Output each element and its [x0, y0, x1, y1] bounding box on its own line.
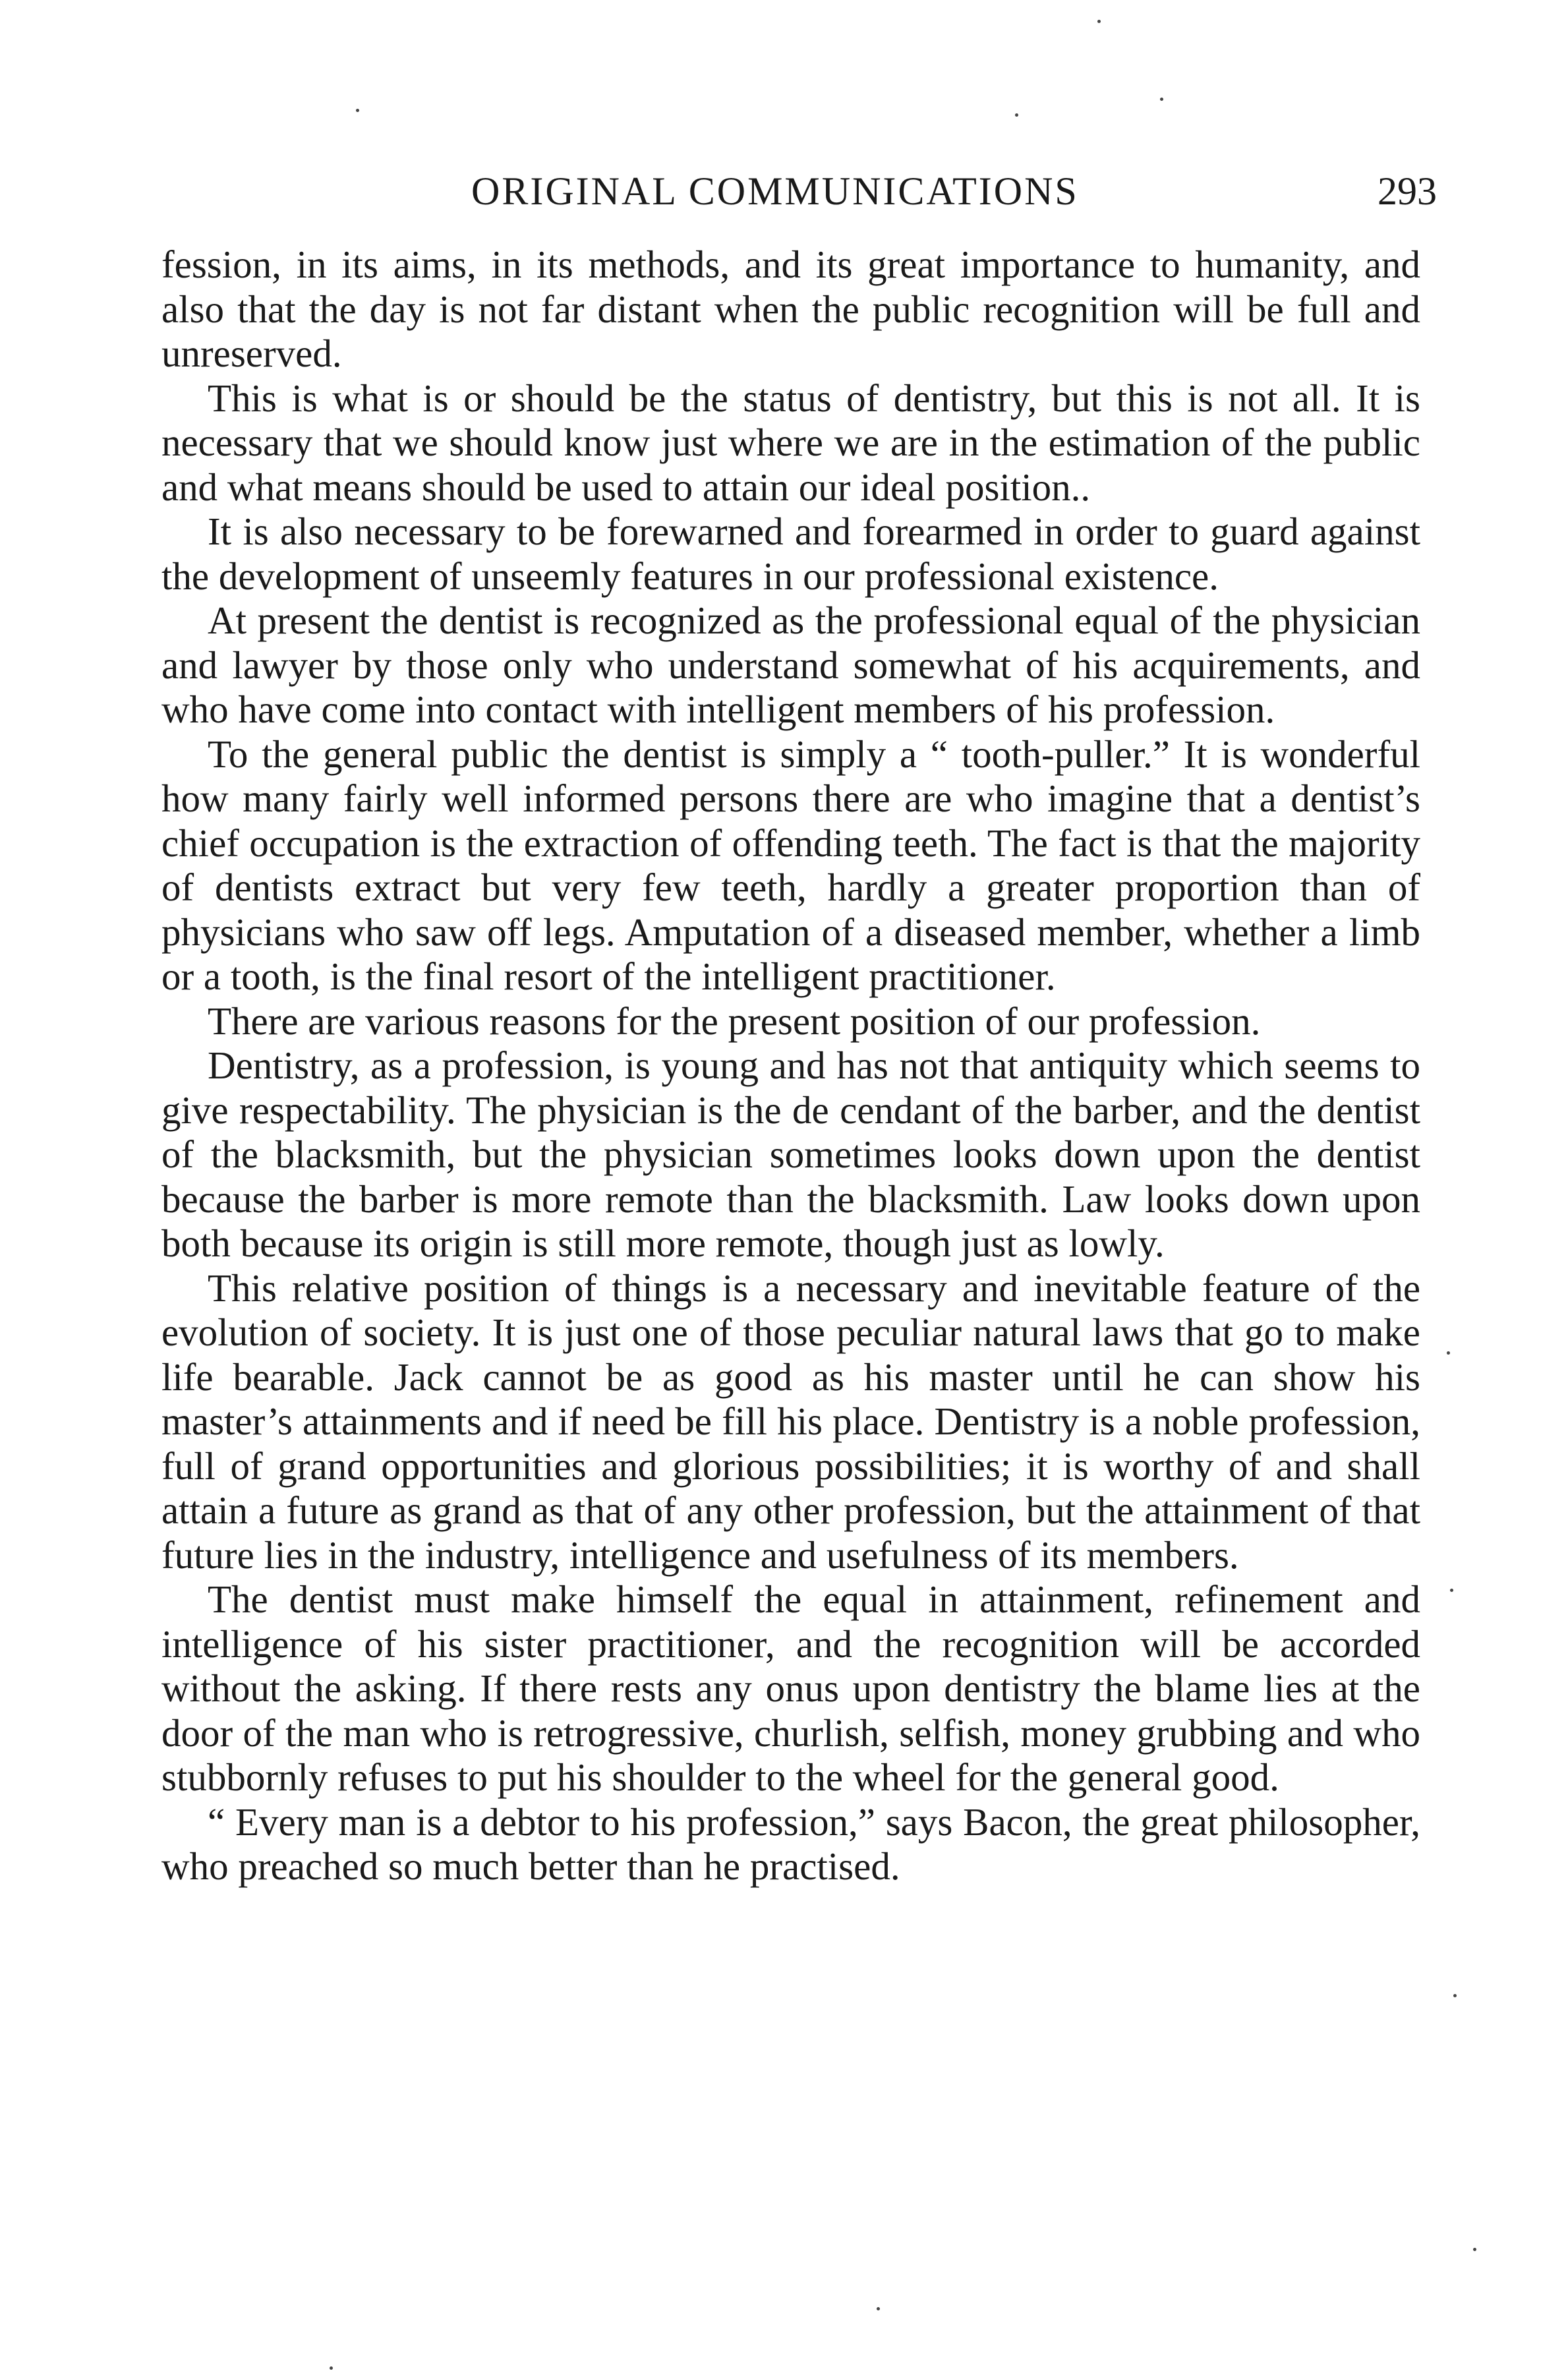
body-text [161, 243, 1420, 1889]
paragraph-10: “ Every man is a debtor to his profession,” says Bacon, the great philosopher, who preached so much better than he practised. [161, 1800, 1420, 1888]
paragraph-3: It is also necessary to be forewarned and forearmed in order to guard against the development of unseemly features in our professional existence. [161, 510, 1420, 598]
scan-speck [1160, 98, 1163, 101]
page-number: 293 [1378, 169, 1437, 213]
paragraph-5: To the general public the dentist is simply a “ tooth-puller.” It is wonderful how many fairly well informed persons there are who imagine that a dentist’s chief occupation is the extraction of offending teeth. The fact is that the majority of dentists extract but very few teeth, hardly a greater proportion than of physicians who saw off legs. Amputation of a diseased member, whether a limb or a tooth, is the final resort of the intelligent practitioner. [161, 732, 1420, 998]
paragraph-2: This is what is or should be the status of dentistry, but this is not all. It is necessary that we should know just where we are in the estimation of the public and what means should be used to attain our ideal position.. [161, 376, 1420, 509]
scan-speck [1447, 1351, 1450, 1355]
paragraph-8: This relative position of things is a necessary and inevitable feature of the evolution of society. It is just one of those peculiar natural laws that go to make life bearable. Jack cannot be as good as his master until he can show his master’s attainments and if need be fill his place. Dentistry is a noble profession, full of grand opportunities and glorious possibilities; it is worthy of and shall attain a future as grand as that of any other profession, but the attainment of that future lies in the industry, intelligence and usefulness of its members. [161, 1266, 1420, 1577]
scan-speck [1097, 20, 1101, 23]
paragraph-1: fession, in its aims, in its methods, and its great importance to humanity, and also that the day is not far distant when the public recognition will be full and unreserved. [161, 243, 1420, 375]
running-head [161, 161, 1437, 221]
paragraph-4: At present the dentist is recognized as the professional equal of the physician and lawyer by those only who understand somewhat of his acquirements, and who have come into contact with intelligent members of his profession. [161, 599, 1420, 731]
paragraph-6: There are various reasons for the present position of our profession. [208, 999, 1261, 1043]
scan-speck [330, 2366, 333, 2370]
scan-speck [356, 109, 359, 112]
paragraph-9: The dentist must make himself the equal in attainment, refinement and intelligence of his sister practitioner, and the recognition will be accorded without the asking. If there rests any onus upon dentistry the blame lies at the door of the man who is retrogressive, churlish, selfish, money grubbing and who stubbornly refuses to put his shoulder to the wheel for the general good. [161, 1577, 1420, 1799]
running-title: ORIGINAL COMMUNICATIONS [471, 169, 1079, 213]
scan-speck [1473, 2248, 1476, 2251]
scan-speck [877, 2307, 880, 2310]
paragraph-7: Dentistry, as a profession, is young and has not that antiquity which seems to give respectability. The physician is the de cendant of the barber, and the dentist of the blacksmith, but the physician sometimes looks down upon the dentist because the barber is more remote than the blacksmith. Law looks down upon both because its origin is still more remote, though just as lowly. [161, 1043, 1420, 1265]
scan-speck [1450, 1589, 1453, 1592]
scan-speck [1453, 1994, 1457, 1997]
scan-speck [1015, 113, 1018, 117]
